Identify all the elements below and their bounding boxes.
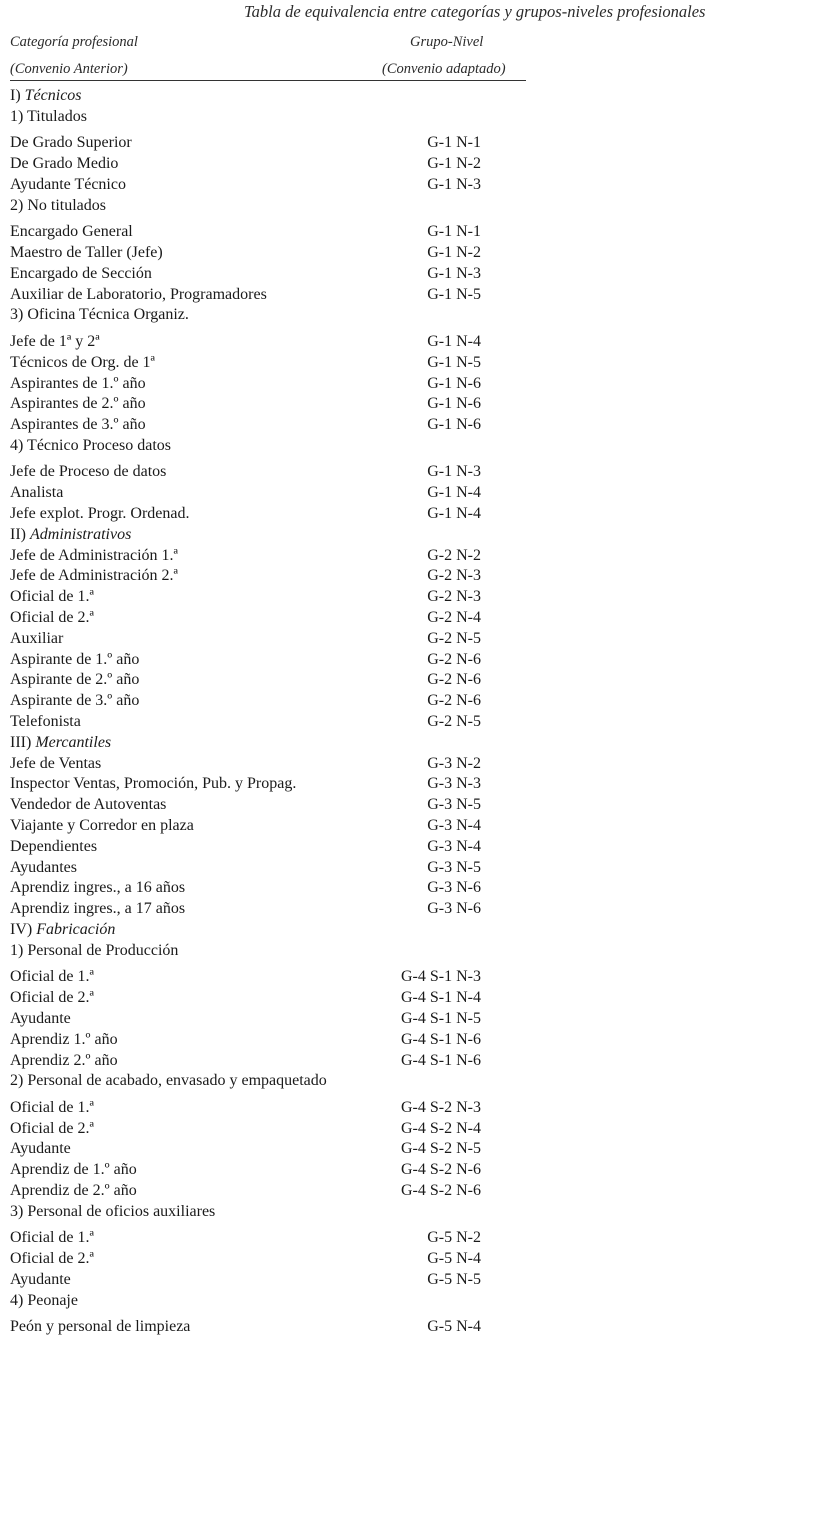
table-row [0,836,824,857]
table-row [0,263,824,284]
group-level-cell: G-1 N-4 [427,505,481,522]
category-cell: Viajante y Corredor en plaza [10,817,194,834]
group-level-cell: G-1 N-3 [427,463,481,481]
table-row [0,1118,824,1139]
section-label [10,85,82,106]
category-cell: Oficial de 2.ª [10,1250,94,1268]
group-level-cell: G-1 N-4 [427,484,481,502]
category-cell: Aspirante de 2.º año [10,671,140,689]
group-level-cell: G-2 N-6 [427,671,481,689]
category-cell: Dependientes [10,837,98,855]
category-cell: Vendedor de Autoventas [10,796,167,814]
category-cell: Ayudante [10,1140,71,1158]
category-cell: Aprendiz 2.º año [10,1051,118,1069]
category-cell: Jefe de Proceso de datos [10,463,167,481]
subsection-label: 2) Personal de acabado, envasado y empaquetado [10,1072,327,1090]
category-cell: Encargado de Sección [10,264,152,282]
table-row [0,565,824,586]
category-cell: Oficial de 1.ª [10,588,94,606]
table-row [0,1008,824,1029]
group-level-cell: G-1 N-6 [427,374,481,392]
table-row [0,711,824,732]
table-row [0,174,824,195]
table-row [0,753,824,774]
section-label [10,524,131,545]
subsection-label: 4) Peonaje [10,1291,78,1309]
section-title: Técnicos [24,87,82,104]
category-cell: De Grado Superior [10,134,132,152]
group-level-cell: G-4 S-2 N-5 [401,1140,481,1158]
subsection-heading [0,1070,824,1091]
category-cell: Jefe de Ventas [10,754,102,772]
table-row [0,773,824,794]
subsection-heading [0,1290,824,1311]
group-level-cell: G-4 S-2 N-3 [401,1098,481,1116]
category-cell: Telefonista [10,713,81,730]
table-row [0,1316,824,1337]
group-level-cell: G-3 N-5 [427,858,481,876]
group-level-cell: G-1 N-2 [427,244,481,261]
subsection-label: 3) Personal de oficios auxiliares [10,1202,216,1220]
group-level-cell: G-4 S-2 N-6 [401,1161,481,1179]
column-header-group-level: Grupo-Nivel [410,34,484,50]
group-level-cell: G-3 N-5 [427,796,481,814]
category-cell: Oficial de 1.ª [10,968,94,986]
category-cell: Inspector Ventas, Promoción, Pub. y Propag. [10,775,297,793]
section-number: I) [10,87,21,104]
table-row [0,414,824,435]
table-row [0,815,824,836]
category-cell: Jefe de 1ª y 2ª [10,332,100,350]
table-row [0,586,824,607]
section-label [10,919,115,940]
group-level-cell: G-1 N-4 [427,332,481,350]
table-row [0,690,824,711]
group-level-cell: G-1 N-1 [427,134,481,152]
category-cell: Oficial de 1.ª [10,1098,94,1116]
category-cell: Auxiliar [10,629,64,647]
category-cell: Oficial de 2.ª [10,989,94,1007]
group-level-cell: G-1 N-3 [427,264,481,282]
table-row [0,1138,824,1159]
category-cell: Ayudante [10,1009,71,1027]
section-title: Mercantiles [35,733,112,751]
column-header-category-sub: (Convenio Anterior) [10,61,128,77]
category-cell: Ayudantes [10,858,77,876]
category-cell: Aspirantes de 2.º año [10,395,146,413]
section-heading [0,85,824,106]
table-row [0,545,824,566]
table-row [0,607,824,628]
table-row [0,1097,824,1118]
group-level-cell: G-5 N-2 [427,1229,481,1247]
group-level-cell: G-1 N-1 [427,223,481,241]
subsection-heading [0,435,824,456]
group-level-cell: G-2 N-3 [427,588,481,606]
section-number: II) [10,525,26,543]
section-heading [0,524,824,545]
table-row [0,898,824,919]
table-row [0,132,824,153]
category-cell: Aprendiz de 1.º año [10,1161,137,1179]
group-level-cell: G-2 N-3 [427,567,481,585]
group-level-cell: G-2 N-4 [427,609,481,626]
group-level-cell: G-3 N-4 [427,837,481,855]
group-level-cell: G-4 S-2 N-4 [401,1119,481,1137]
group-level-cell: G-1 N-2 [427,155,481,173]
group-level-cell: G-1 N-6 [427,395,481,413]
subsection-heading [0,195,824,216]
category-cell: Oficial de 2.ª [10,609,94,626]
group-level-cell: G-4 S-1 N-4 [401,989,481,1007]
section-label [10,732,111,753]
table-row [0,669,824,690]
category-cell: Analista [10,484,64,502]
category-cell: Ayudante Técnico [10,175,126,193]
section-title: Administrativos [29,525,132,543]
table-row [0,1269,824,1290]
table-row [0,153,824,174]
category-cell: Aprendiz 1.º año [10,1030,118,1048]
category-cell: Ayudante [10,1270,71,1288]
subsection-label: 1) Personal de Producción [10,941,179,959]
table-row [0,877,824,898]
group-level-cell: G-1 N-3 [427,175,481,193]
table-row [0,503,824,524]
table-row [0,1180,824,1201]
group-level-cell: G-2 N-5 [427,713,481,730]
table-row [0,794,824,815]
table-row [0,1227,824,1248]
table-row [0,461,824,482]
group-level-cell: G-4 S-1 N-6 [401,1030,481,1048]
group-level-cell: G-3 N-6 [427,900,481,918]
table-row [0,331,824,352]
table-row [0,221,824,242]
table-row [0,482,824,503]
category-cell: Oficial de 1.ª [10,1229,94,1247]
group-level-cell: G-1 N-6 [427,416,481,434]
table-row [0,393,824,414]
table-row [0,352,824,373]
category-cell: Auxiliar de Laboratorio, Programadores [10,285,267,303]
group-level-cell: G-2 N-2 [427,546,481,564]
category-cell: Jefe de Administración 1.ª [10,546,178,564]
table-row [0,242,824,263]
category-cell: Oficial de 2.ª [10,1119,94,1137]
group-level-cell: G-3 N-4 [427,817,481,834]
group-level-cell: G-2 N-5 [427,629,481,647]
category-cell: Aspirante de 3.º año [10,692,140,710]
category-cell: Técnicos de Org. de 1ª [10,353,155,371]
section-heading [0,919,824,940]
category-cell: De Grado Medio [10,155,119,173]
group-level-cell: G-4 S-1 N-3 [401,968,481,986]
group-level-cell: G-3 N-6 [427,879,481,897]
table-row [0,1159,824,1180]
subsection-label: 1) Titulados [10,107,87,125]
section-number: III) [10,733,32,751]
column-header-category: Categoría profesional [10,34,138,50]
table-row [0,857,824,878]
subsection-heading [0,304,824,325]
category-cell: Aprendiz ingres., a 17 años [10,900,186,918]
group-level-cell: G-5 N-4 [427,1250,481,1268]
subsection-label: 3) Oficina Técnica Organiz. [10,306,189,324]
column-header-group-level-sub: (Convenio adaptado) [382,61,506,77]
table-row [0,966,824,987]
category-cell: Jefe explot. Progr. Ordenad. [10,505,190,522]
group-level-cell: G-4 S-1 N-6 [401,1051,481,1069]
table-row [0,373,824,394]
group-level-cell: G-5 N-4 [427,1318,481,1336]
section-number: IV) [10,921,33,938]
group-level-cell: G-3 N-3 [427,775,481,793]
group-level-cell: G-3 N-2 [427,754,481,772]
table-row [0,1029,824,1050]
table-row [0,1248,824,1269]
subsection-label: 4) Técnico Proceso datos [10,436,171,454]
category-cell: Maestro de Taller (Jefe) [10,244,163,261]
category-cell: Aspirantes de 3.º año [10,416,146,434]
category-cell: Peón y personal de limpieza [10,1318,191,1336]
category-cell: Encargado General [10,223,133,241]
subsection-label: 2) No titulados [10,196,106,214]
table-row [0,628,824,649]
category-cell: Jefe de Administración 2.ª [10,567,178,585]
category-cell: Aprendiz ingres., a 16 años [10,879,186,897]
group-level-cell: G-1 N-5 [427,285,481,303]
group-level-cell: G-4 S-2 N-6 [401,1182,481,1199]
section-heading [0,732,824,753]
group-level-cell: G-2 N-6 [427,692,481,710]
category-cell: Aspirantes de 1.º año [10,374,146,392]
group-level-cell: G-1 N-5 [427,353,481,371]
table-row [0,649,824,670]
subsection-heading [0,940,824,961]
table-row [0,1050,824,1071]
category-cell: Aspirante de 1.º año [10,650,140,668]
subsection-heading [0,1201,824,1222]
category-cell: Aprendiz de 2.º año [10,1182,137,1199]
table-title: Tabla de equivalencia entre categorías y grupos-niveles profesionales [244,2,706,21]
table-row [0,284,824,305]
group-level-cell: G-2 N-6 [427,650,481,668]
section-title: Fabricación [36,921,116,938]
subsection-heading [0,106,824,127]
group-level-cell: G-4 S-1 N-5 [401,1009,481,1027]
group-level-cell: G-5 N-5 [427,1270,481,1288]
table-row [0,987,824,1008]
